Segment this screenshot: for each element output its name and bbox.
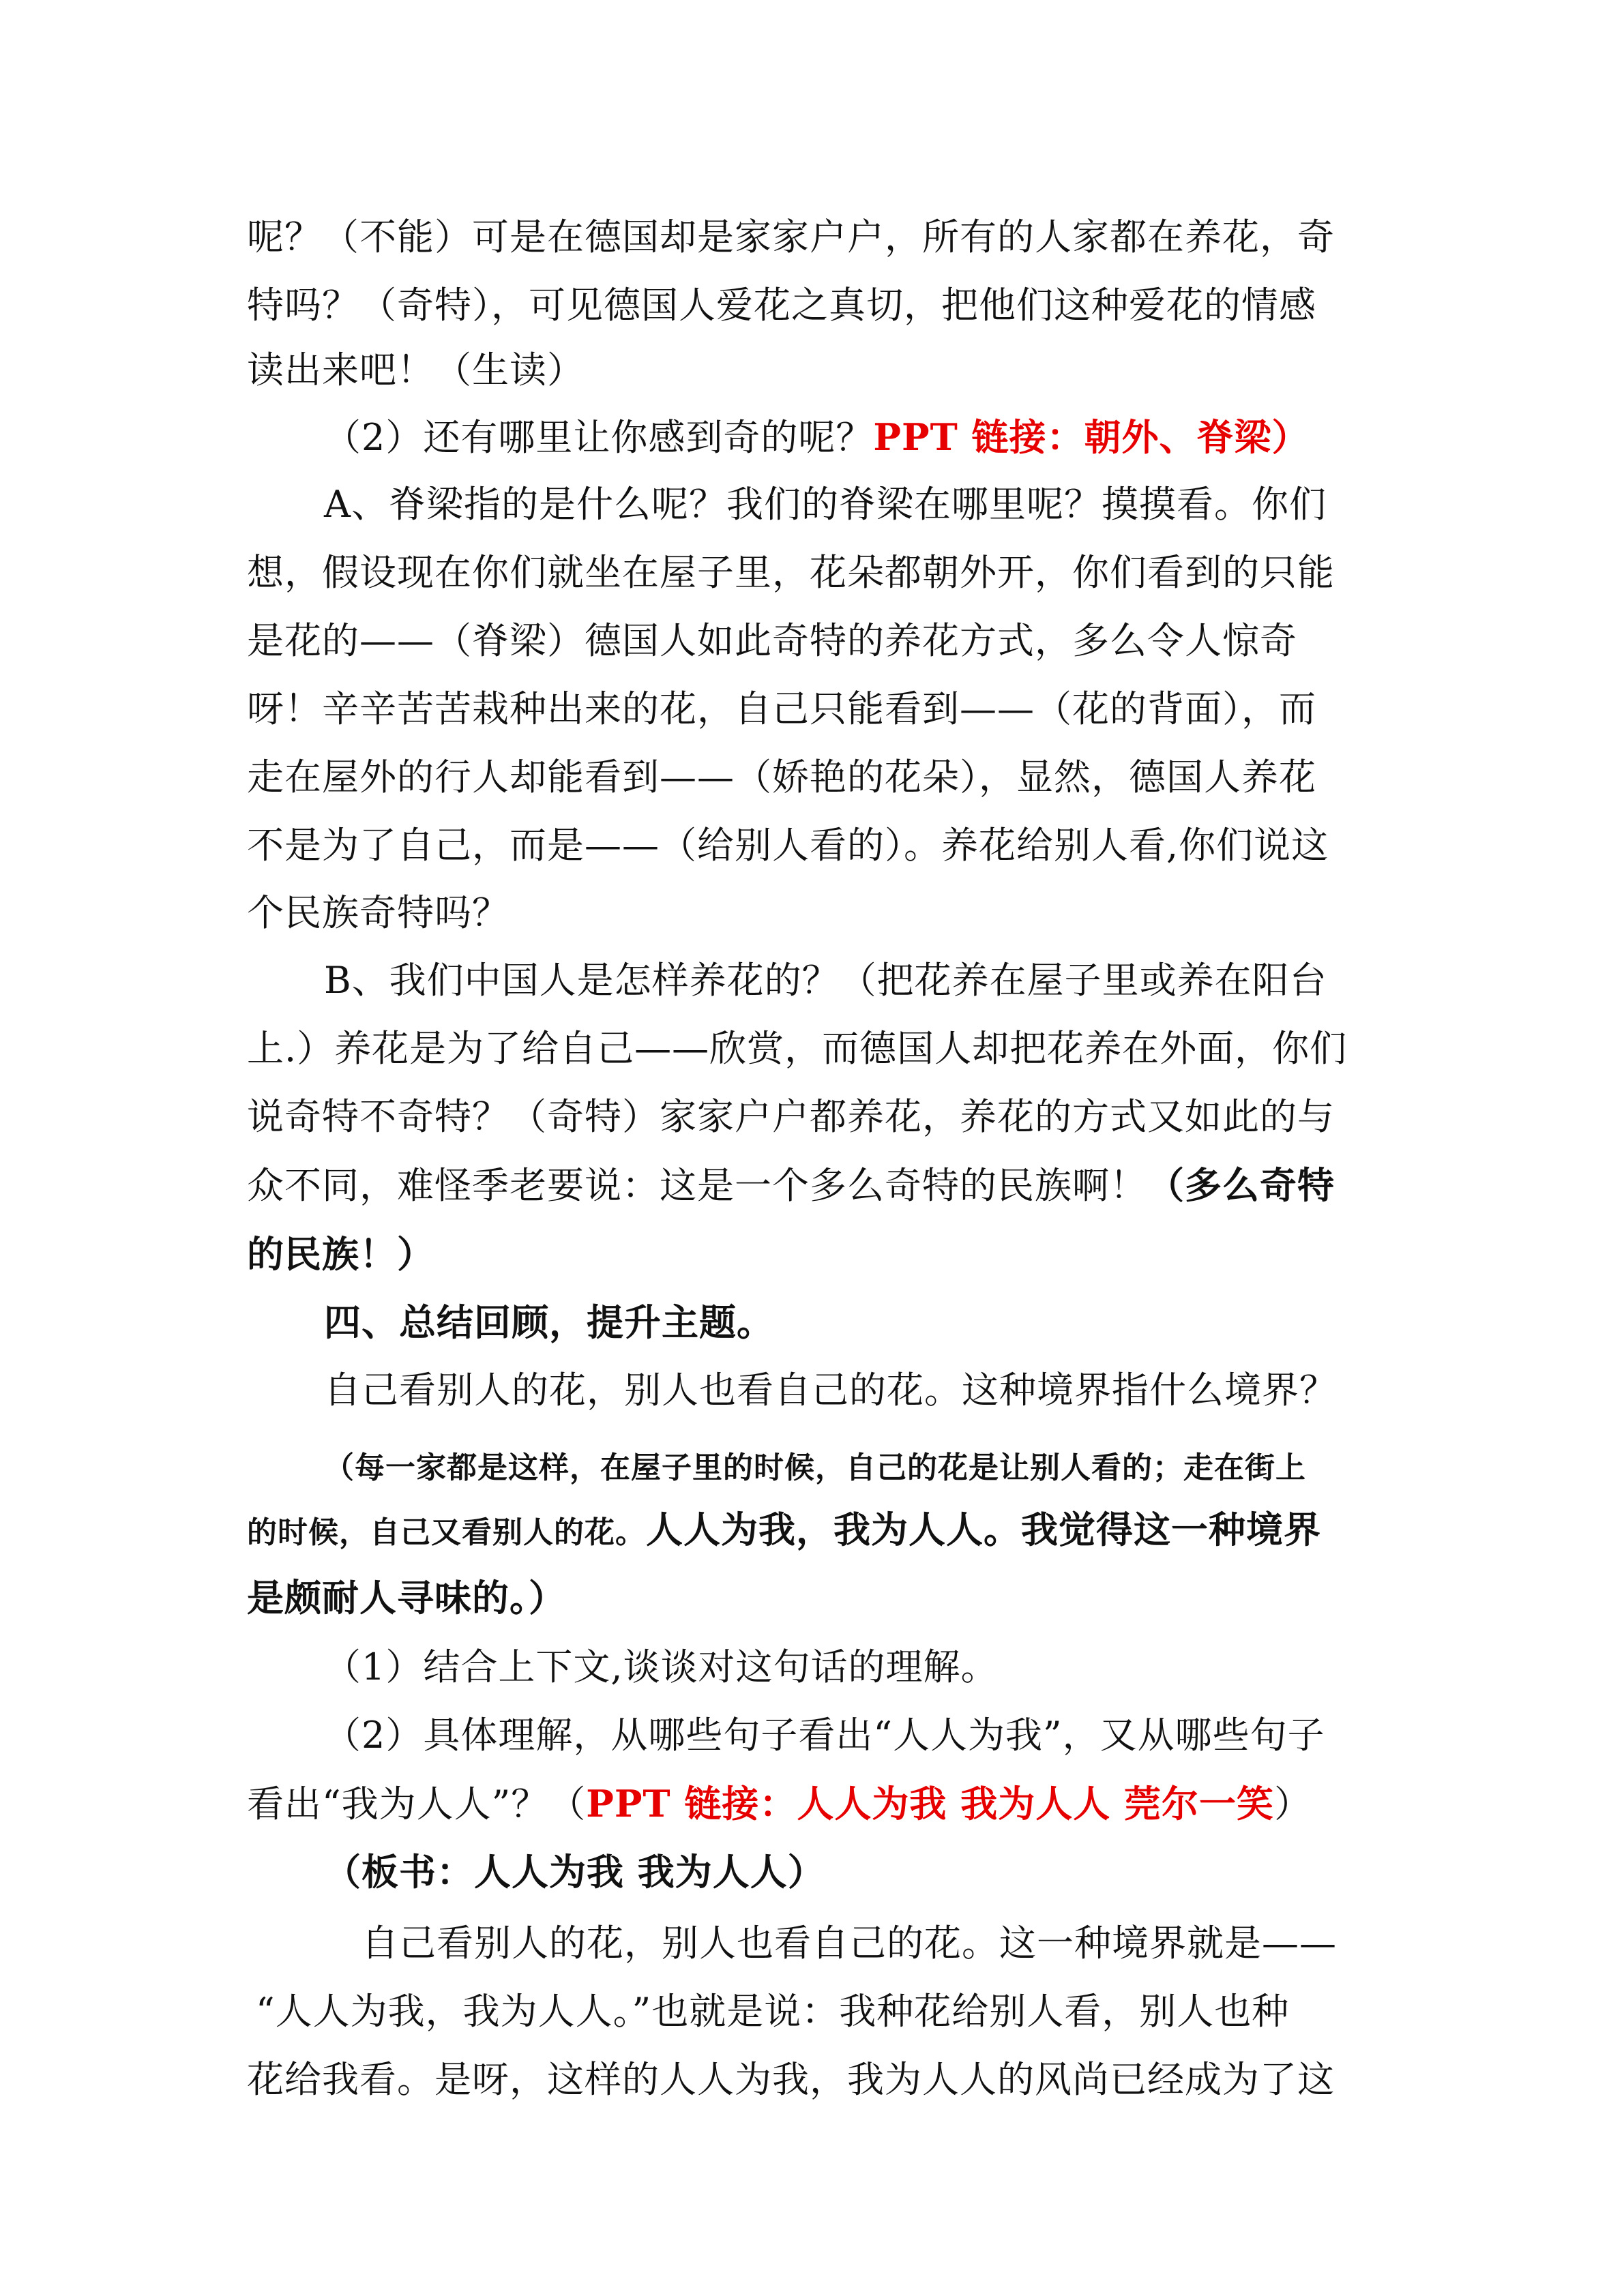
section-heading: 四、总结回顾，提升主题。 — [324, 1300, 774, 1344]
paragraph-line: 花给我看。是呀，这样的人人为我，我为人人的风尚已经成为了这 — [247, 2058, 1335, 2101]
paragraph-line: “人人为我，我为人人。”也就是说：我种花给别人看，别人也种 — [256, 1990, 1290, 2033]
paragraph-line: （1）结合上下文,谈谈对这句话的理解。 — [324, 1645, 999, 1688]
paragraph-line: 读出来吧！（生读） — [247, 348, 585, 391]
paragraph-line: 上.）养花是为了给自己——欣赏，而德国人却把花养在外面，你们 — [247, 1027, 1348, 1070]
paragraph-line: A、脊梁指的是什么呢？我们的脊梁在哪里呢？摸摸看。你们 — [324, 483, 1327, 526]
ppt-link-line — [247, 1780, 1312, 1828]
paragraph-line: 是花的——（脊梁）德国人如此奇特的养花方式，多么令人惊奇 — [247, 619, 1297, 662]
question-line — [324, 413, 1310, 462]
paragraph-line — [247, 1161, 1335, 1210]
paragraph-line: 想，假设现在你们就坐在屋子里，花朵都朝外开，你们看到的只能 — [247, 551, 1335, 594]
closing-paren: ） — [1274, 1783, 1312, 1825]
answer-note-line — [247, 1506, 1321, 1557]
answer-note-line: 是颇耐人寻味的。） — [247, 1576, 566, 1620]
paragraph-line: 自己看别人的花，别人也看自己的花。这种境界指什么境界？ — [324, 1369, 1337, 1412]
ppt-link-note: PPT 链接：朝外、脊梁） — [873, 415, 1310, 459]
paragraph-line: 个民族奇特吗？ — [247, 891, 510, 934]
paragraph-line: 呀！辛辛苦苦栽种出来的花，自己只能看到——（花的背面），而 — [247, 687, 1316, 730]
paragraph-line: 特吗？（奇特），可见德国人爱花之真切，把他们这种爱花的情感 — [247, 284, 1316, 327]
paragraph-line: B、我们中国人是怎样养花的？（把花养在屋子里或养在阳台 — [324, 959, 1327, 1002]
ppt-link-note: PPT 链接：人人为我 我为人人 莞尔一笑 — [586, 1782, 1275, 1825]
bold-answer-line: 的民族！） — [247, 1232, 434, 1276]
paragraph-line: 自己看别人的花，别人也看自己的花。这一种境界就是—— — [361, 1922, 1337, 1965]
question-text: （2）还有哪里让你感到奇的呢？ — [324, 416, 874, 459]
answer-note-line: （每一家都是这样，在屋子里的时候，自己的花是让别人看的；走在街上 — [324, 1450, 1306, 1485]
blackboard-note: （板书：人人为我 我为人人） — [324, 1850, 825, 1894]
paragraph-line: （2）具体理解，从哪些句子看出“人人为我”，又从哪些句子 — [324, 1714, 1325, 1757]
bold-answer: （多么奇特 — [1147, 1163, 1335, 1207]
paragraph-line: 呢？（不能）可是在德国却是家家户户，所有的人家都在养花，奇 — [247, 215, 1335, 258]
paragraph-line: 不是为了自己，而是——（给别人看的）。养花给别人看,你们说这 — [247, 824, 1329, 867]
paragraph-line: 说奇特不奇特？（奇特）家家户户都养花，养花的方式又如此的与 — [247, 1095, 1335, 1138]
answer-note-small: 的时候，自己又看别人的花。 — [247, 1515, 646, 1550]
line-text: 众不同，难怪季老要说：这是一个多么奇特的民族啊！ — [247, 1164, 1147, 1207]
line-text: 看出“我为人人”？（ — [247, 1783, 587, 1825]
answer-note-large: 人人为我，我为人人。我觉得这一种境界 — [646, 1508, 1321, 1551]
paragraph-line: 走在屋外的行人却能看到——（娇艳的花朵），显然，德国人养花 — [247, 756, 1316, 799]
